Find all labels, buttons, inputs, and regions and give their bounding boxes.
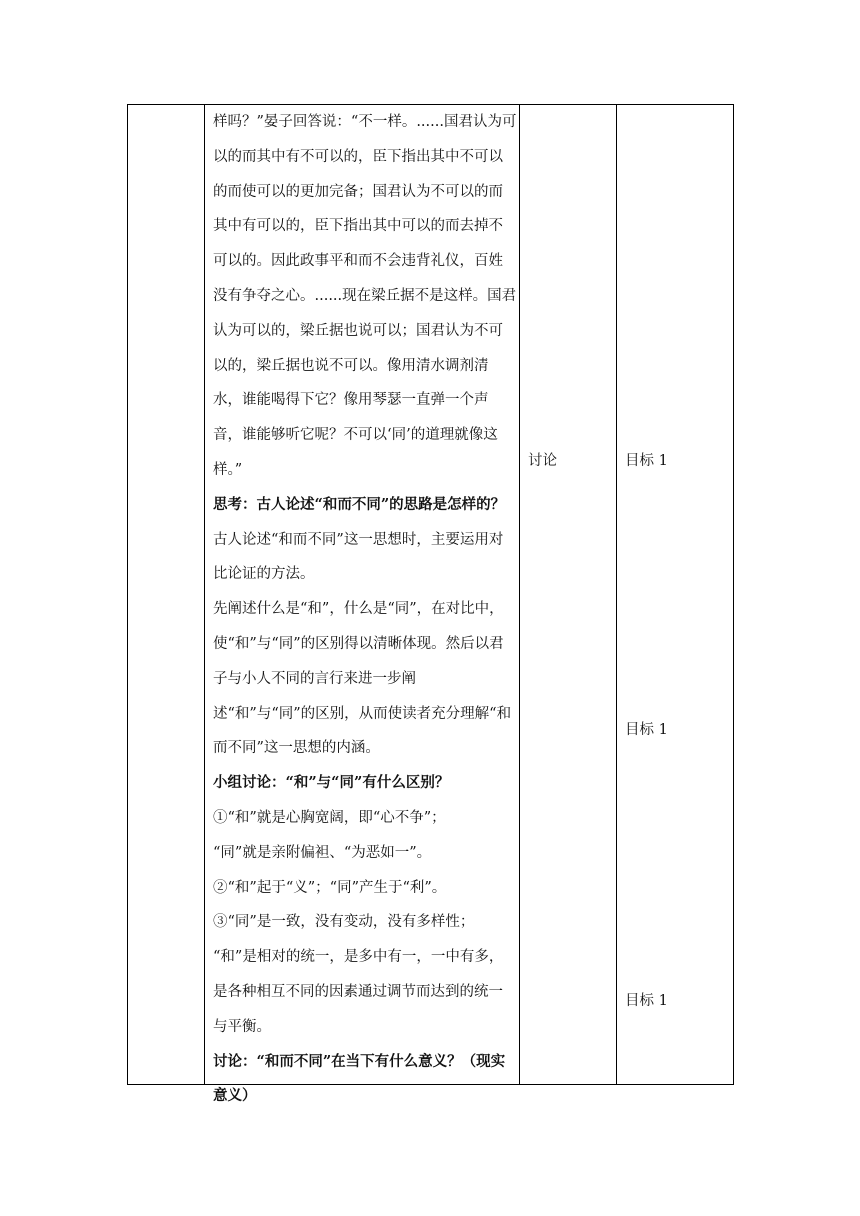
content-paragraph: ①“和”就是心胸宽阔，即“心不争”；	[213, 809, 446, 826]
activity-label: 讨论	[528, 453, 557, 469]
content-paragraph: ③“同”是一致，没有变动，没有多样性；	[213, 914, 475, 931]
column-divider	[616, 105, 617, 1084]
column-divider	[204, 105, 205, 1084]
teaching-content-cell	[213, 105, 517, 1114]
column-divider	[519, 105, 520, 1084]
content-paragraph: 先阐述什么是“和”，什么是“同”，在对比中，使“和”与“同”的区别得以清晰体现。然后以君子与小人不同的言行来进一步阐述“和”与“同”的区别，从而使读者充分理解“和而不同”这一思想的内涵。	[213, 601, 512, 757]
goal-label: 目标 1	[625, 993, 668, 1009]
goal-label: 目标 1	[625, 722, 668, 738]
content-paragraph: 样吗？”晏子回答说：“不一样。......国君认为可以的而其中有不可以的，臣下指出其中不可以的而使可以的更加完备；国君认为不可以的而其中有可以的，臣下指出其中可以的而去掉不可以的。因此政事平和而不会违背礼仪，百姓没有争夺之心。......现在梁丘据不是这样。国君认为可以的，梁丘据也说可以；国君认为不可以的，梁丘据也说不可以。像用清水调剂清水，谁能喝得下它？像用琴瑟一直弹一个声音，谁能够听它呢？不可以‘同’的道理就像这样。”	[213, 114, 517, 478]
content-heading: 讨论：“和而不同”在当下有什么意义？（现实意义）	[213, 1052, 506, 1105]
content-paragraph: 古人论述“和而不同”这一思想时，主要运用对比论证的方法。	[213, 531, 504, 583]
content-heading: 思考：古人论述“和而不同”的思路是怎样的？	[213, 495, 506, 513]
content-paragraph: “和”是相对的统一，是多中有一，一中有多，是各种相互不同的因素通过调节而达到的统一与平衡。	[213, 949, 504, 1035]
goal-label: 目标 1	[625, 453, 668, 469]
content-heading: 小组讨论：“和”与“同”有什么区别？	[213, 774, 450, 792]
content-paragraph: ②“和”起于“义”；“同”产生于“利”。	[213, 879, 447, 896]
lesson-table	[127, 104, 734, 1105]
content-paragraph: “同”就是亲附偏袒、“为恶如一”。	[213, 844, 432, 861]
